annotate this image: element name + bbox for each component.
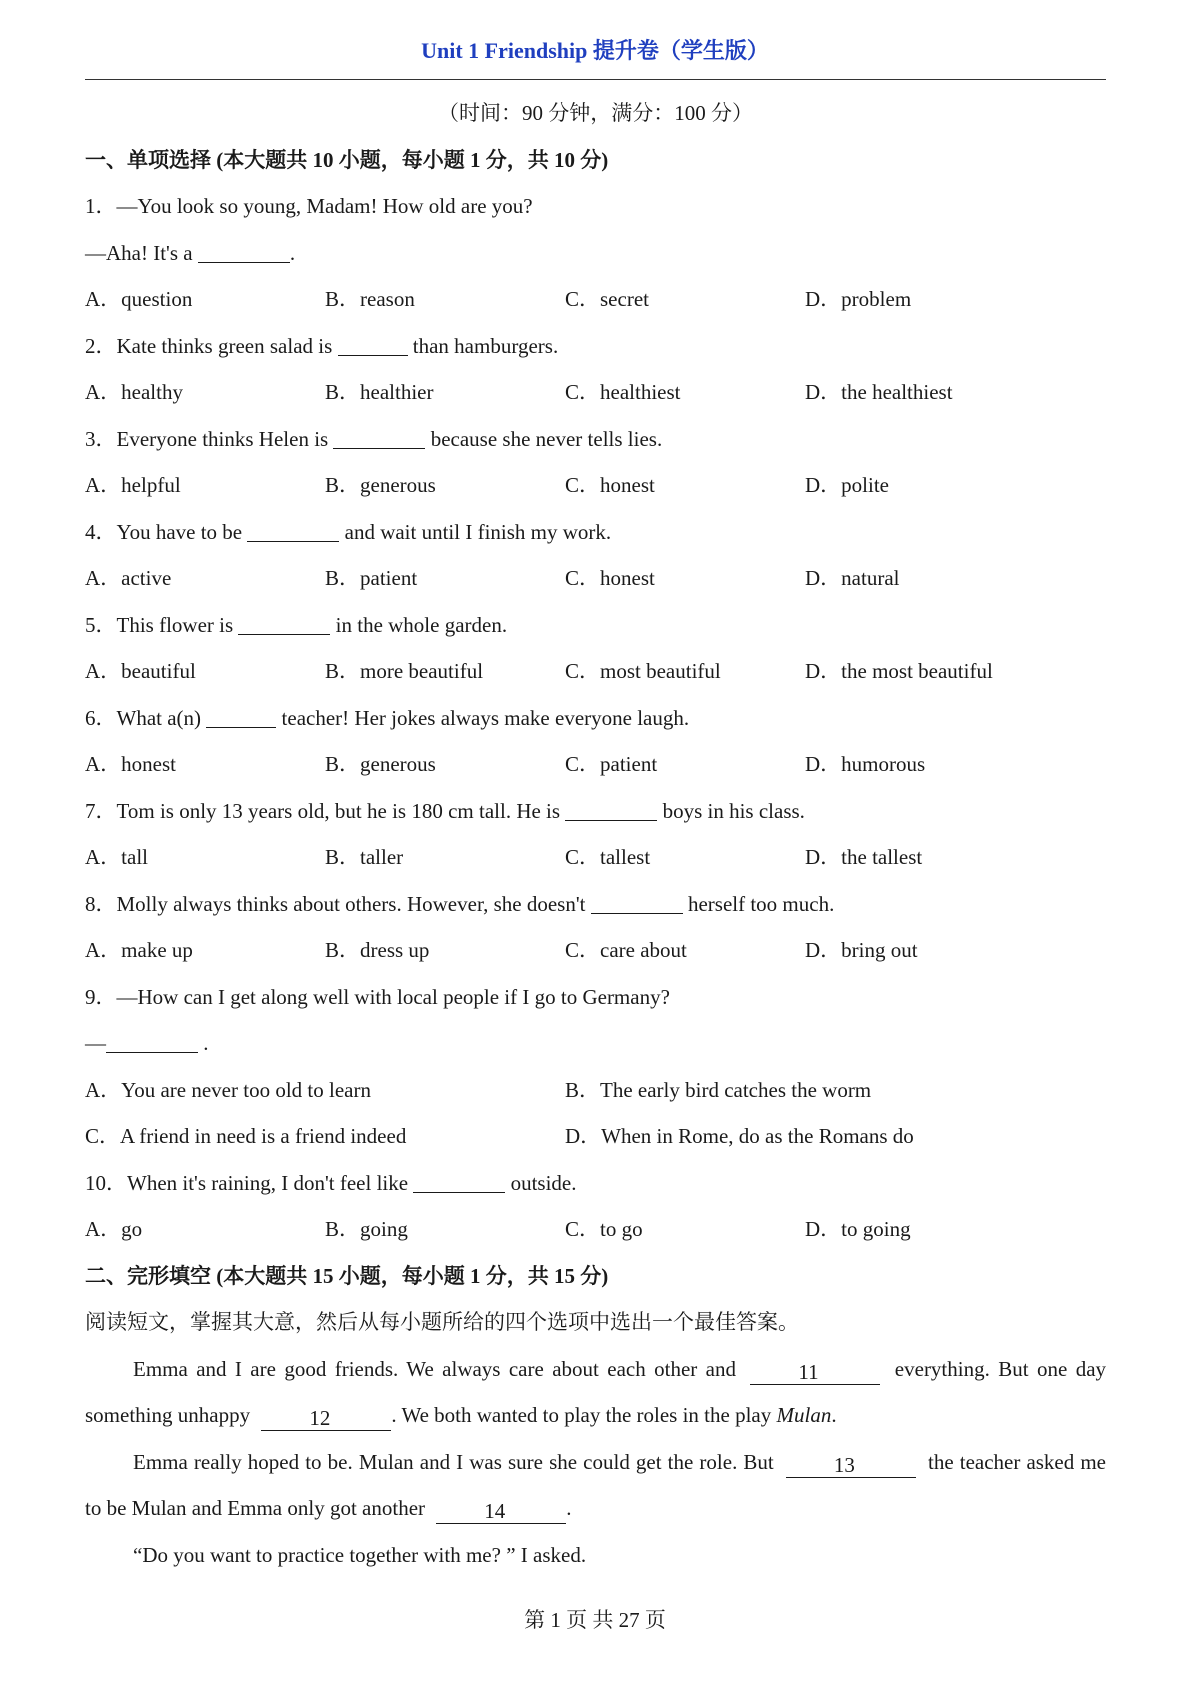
question-4-stem: 4．You have to be and wait until I finish my work. [85,509,1106,556]
question-9-options-row1 [85,1067,1106,1114]
section2-heading: 二、完形填空 (本大题共 15 小题，每小题 1 分，共 15 分) [85,1263,609,1288]
passage-paragraph-2: Emma really hoped to be. Mulan and I was sure she could get the role. But 13 the teacher asked me to be Mulan and Emma only got another 14 . [85,1449,1107,1523]
passage-paragraph-1: Emma and I are good friends. We always care about each other and 11 everything. But one day something unhappy 12 . We both wanted to play the roles in the play Mulan. [85,1356,1107,1430]
answer-blank [206,703,276,728]
option-a[interactable]: A．You are never too old to learn [85,1077,371,1102]
option-c[interactable]: C．to go [565,1217,643,1241]
header-divider [85,79,1106,80]
play-title: Mulan [776,1403,832,1427]
answer-blank [591,889,683,914]
option-a[interactable]: A．helpful [85,473,181,497]
answer-blank [333,424,425,449]
question-1-options [85,276,1106,323]
cloze-gap-14[interactable]: 14 [436,1499,566,1524]
option-d[interactable]: D．the healthiest [805,380,953,404]
option-a[interactable]: A．honest [85,752,176,776]
option-c[interactable]: C．secret [565,287,649,311]
question-2-options [85,369,1106,416]
document-body [85,90,1106,1578]
exam-info: （时间：90 分钟，满分：100 分） [438,101,753,125]
answer-blank [413,1168,505,1193]
question-2-stem: 2．Kate thinks green salad is than hamburgers. [85,323,1106,370]
option-d[interactable]: D．humorous [805,752,926,776]
option-d[interactable]: D．When in Rome, do as the Romans do [565,1124,914,1148]
option-c[interactable]: C．patient [565,752,658,776]
question-6-options [85,741,1106,788]
option-b[interactable]: B．reason [325,287,415,311]
option-b[interactable]: B．patient [325,566,418,590]
question-5-stem: 5．This flower is in the whole garden. [85,602,1106,649]
question-10-stem: 10．When it's raining, I don't feel like outside. [85,1160,1106,1207]
answer-blank [247,517,339,542]
cloze-gap-12[interactable]: 12 [261,1406,391,1431]
option-a[interactable]: A．active [85,566,172,590]
question-5-options [85,648,1106,695]
question-9-answer-line: — . [85,1020,1106,1067]
answer-blank [238,610,330,635]
option-d[interactable]: D．to going [805,1217,911,1241]
question-6-stem: 6．What a(n) teacher! Her jokes always make everyone laugh. [85,695,1106,742]
option-c[interactable]: C．healthiest [565,380,681,404]
option-c[interactable]: C．A friend in need is a friend indeed [85,1124,407,1148]
question-4-options [85,555,1106,602]
option-d[interactable]: D．the most beautiful [805,659,993,683]
option-c[interactable]: C．most beautiful [565,659,721,683]
option-b[interactable]: B．more beautiful [325,659,484,683]
page-number: 第 1 页 共 27 页 [524,1608,666,1632]
section1-heading: 一、单项选择 (本大题共 10 小题，每小题 1 分，共 10 分) [85,147,609,172]
question-7-stem: 7．Tom is only 13 years old, but he is 180 cm tall. He is boys in his class. [85,788,1106,835]
option-b[interactable]: B．dress up [325,938,430,962]
option-b[interactable]: B．The early bird catches the worm [565,1077,872,1102]
option-c[interactable]: C．tallest [565,845,651,869]
option-c[interactable]: C．honest [565,566,655,590]
passage-paragraph-3: “Do you want to practice together with me? ” I asked. [133,1542,587,1567]
option-d[interactable]: D．the tallest [805,845,923,869]
option-a[interactable]: A．healthy [85,380,183,404]
option-b[interactable]: B．generous [325,473,436,497]
option-b[interactable]: B．healthier [325,380,434,404]
option-a[interactable]: A．question [85,287,193,311]
option-a[interactable]: A．tall [85,845,148,869]
question-10-options [85,1206,1106,1253]
option-d[interactable]: D．polite [805,473,889,497]
question-3-stem: 3．Everyone thinks Helen is because she never tells lies. [85,416,1106,463]
option-c[interactable]: C．care about [565,938,687,962]
question-1-stem: 1．—You look so young, Madam! How old are you? [85,194,533,218]
cloze-gap-11[interactable]: 11 [750,1360,880,1385]
question-8-stem: 8．Molly always thinks about others. However, she doesn't herself too much. [85,881,1106,928]
section2-instruction: 阅读短文，掌握其大意，然后从每小题所给的四个选项中选出一个最佳答案。 [85,1310,799,1334]
option-d[interactable]: D．bring out [805,938,918,962]
question-1-answer-line: —Aha! It's a . [85,230,1106,277]
document-title: Unit 1 Friendship 提升卷（学生版） [421,38,769,63]
option-a[interactable]: A．beautiful [85,659,196,683]
cloze-gap-13[interactable]: 13 [786,1453,916,1478]
answer-blank [565,796,657,821]
question-3-options [85,462,1106,509]
option-a[interactable]: A．make up [85,938,193,962]
option-c[interactable]: C．honest [565,473,655,497]
option-b[interactable]: B．generous [325,752,436,776]
question-9-options-row2 [85,1113,1106,1160]
option-b[interactable]: B．taller [325,845,404,869]
option-d[interactable]: D．natural [805,566,900,590]
answer-blank [106,1028,198,1053]
answer-blank [338,331,408,356]
question-9-stem: 9．—How can I get along well with local people if I go to Germany? [85,984,670,1009]
option-b[interactable]: B．going [325,1217,408,1241]
answer-blank [198,238,290,263]
option-a[interactable]: A．go [85,1217,143,1241]
option-d[interactable]: D．problem [805,287,912,311]
question-8-options [85,927,1106,974]
question-7-options [85,834,1106,881]
